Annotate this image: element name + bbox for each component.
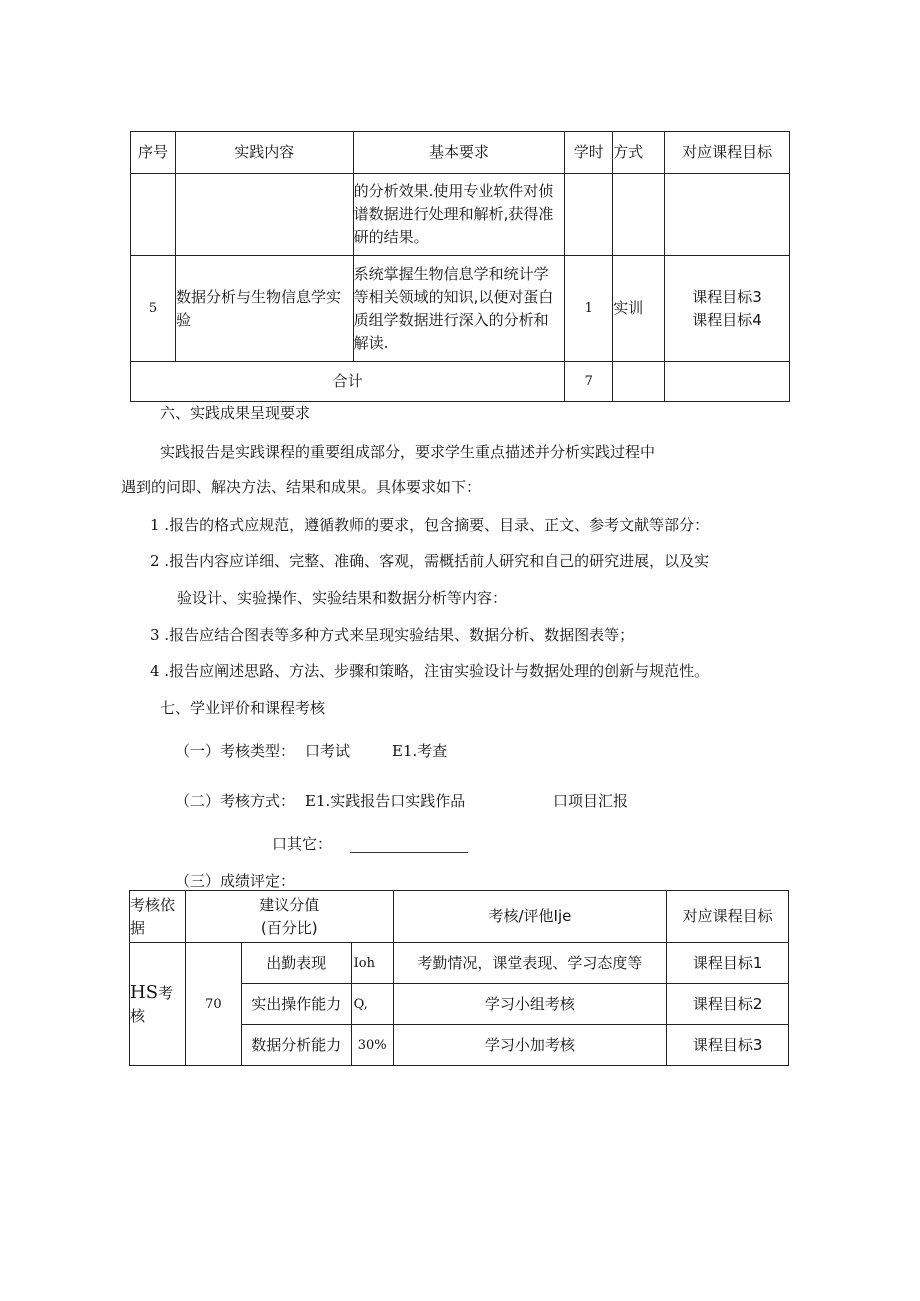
assessment-method-other: 口其它： [272,833,468,854]
header-eval: 考核/评他Ije [393,891,667,943]
header-method: 方式 [613,132,665,174]
section-7-title: 七、学业评价和课程考核 [160,699,326,717]
practice-content-table [130,131,790,402]
table-header-row [130,891,789,943]
assessment-method-report: E1.实践报告口实践作品 [305,792,466,810]
cell-empty [565,174,613,256]
cell-item: 数据分析能力 [241,1025,351,1066]
cell-content: 数据分析与生物信息学实 验 [175,256,353,362]
header-content: 实践内容 [175,132,353,174]
requirement-item-3: 3 .报告应结合图表等多种方式来呈现实验结果、数据分析、数据图表等； [150,626,635,644]
cell-goal: 课程目标3 [667,1025,789,1066]
cell-eval: 学习小组考核 [393,984,667,1025]
section-6-title: 六、实践成果呈现要求 [160,404,311,422]
header-score: 建议分值 (百分比) [185,891,393,943]
header-goal: 对应课程目标 [667,891,789,943]
requirement-item-1: 1 .报告的格式应规范，遵循教师的要求，包含摘要、目录、正文、参考文献等部分： [150,516,710,534]
assessment-type-label: （一）考核类型： [175,742,296,760]
cell-goal: 课程目标1 [667,943,789,984]
cell-empty [613,174,665,256]
section-6-intro-line1: 实践报告是实践课程的重要组成部分，要求学生重点描述并分析实践过程中 [160,443,656,461]
requirement-item-4: 4 .报告应阐述思路、方法、步骤和策略，注宙实验设计与数据处理的创新与规范性。 [150,662,710,680]
header-basis: 考核依 据 [130,891,186,943]
total-row [131,362,790,402]
table-header-row [131,132,790,174]
cell-goal: 课程目标3 课程目标4 [665,256,790,362]
assessment-method-project: 口项目汇报 [553,792,629,810]
section-6-intro-line2: 遇到的问即、解决方法、结果和成果。具体要求如下： [121,478,482,496]
table-row [130,943,789,984]
total-hours: 7 [565,362,613,402]
cell-pct: Ioh [351,943,393,984]
requirement-item-2-cont: 验设计、实验操作、实验结果和数据分析等内容： [177,589,508,607]
grading-table [129,890,789,1066]
cell-empty [665,174,790,256]
requirement-item-2: 2 .报告内容应详细、完整、准确、客观，需概括前人研究和自己的研究进展，以及实 [150,552,710,570]
cell-hours: 1 [565,256,613,362]
table-row [131,256,790,362]
assessment-method-label: （二）考核方式： [175,792,296,810]
other-blank-line [350,838,468,853]
cell-empty [613,362,665,402]
cell-goal: 课程目标2 [667,984,789,1025]
header-requirement: 基本要求 [353,132,565,174]
cell-empty [665,362,790,402]
cell-eval: 考勤情况，课堂表现、学习态度等 [393,943,667,984]
cell-no: 5 [131,256,176,362]
assessment-type-check: E1.考查 [392,742,448,760]
cell-pct: Q, [351,984,393,1025]
cell-item: 实出操作能力 [241,984,351,1025]
cell-requirement: 的分析效果.使用专业软件对侦 谱数据进行处理和解析,获得准 研的结果。 [353,174,565,256]
total-label: 合计 [131,362,565,402]
cell-empty [131,174,176,256]
cell-group-total: 70 [185,943,241,1066]
header-goal: 对应课程目标 [665,132,790,174]
header-hours: 学时 [565,132,613,174]
cell-item: 出勤表现 [241,943,351,984]
cell-pct: 30% [351,1025,393,1066]
header-no: 序号 [131,132,176,174]
table-row [131,174,790,256]
cell-method: 实训 [613,256,665,362]
cell-group-name: HS考 核 [130,943,186,1066]
cell-eval: 学习小加考核 [393,1025,667,1066]
cell-requirement: 系统掌握生物信息学和统计学 等相关领域的知识,以便对蛋白 质组学数据进行深入的分析和 解读. [353,256,565,362]
grade-label: （三）成绩评定： [175,872,296,890]
cell-empty [175,174,353,256]
assessment-type-exam: 口考试 [305,742,351,760]
